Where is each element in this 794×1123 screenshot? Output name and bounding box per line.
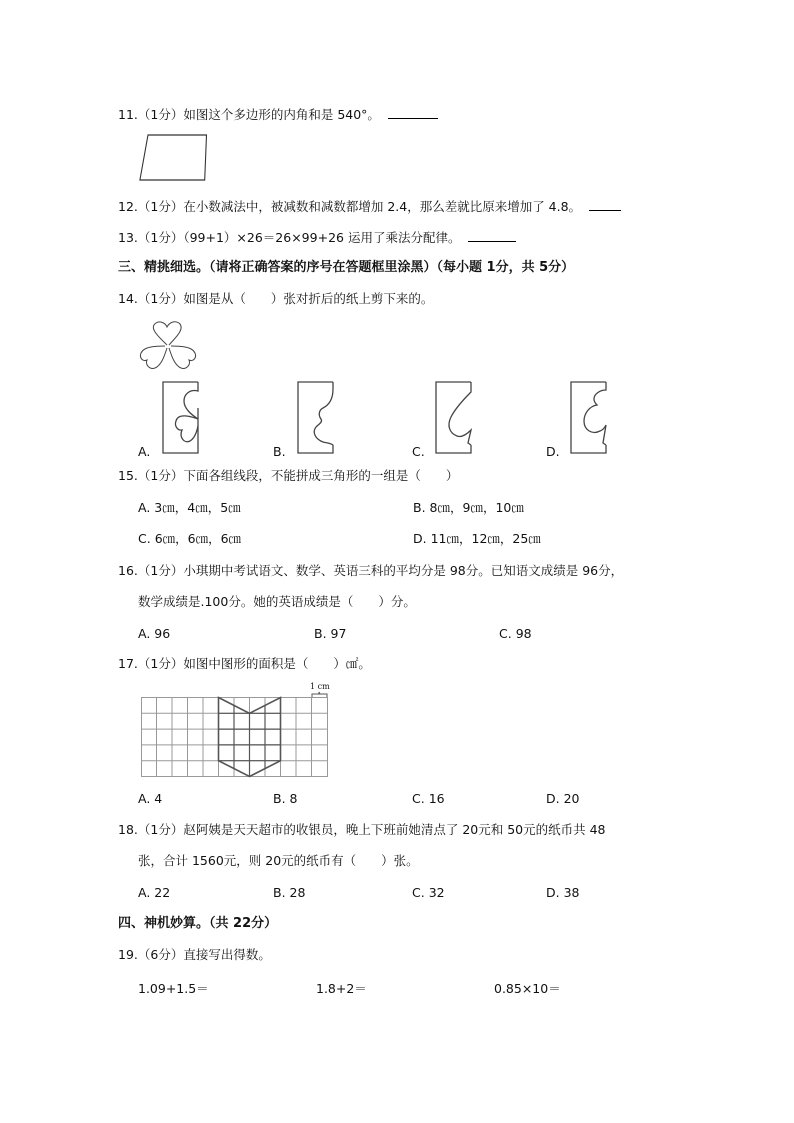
option-c-label[interactable]: C. [412,444,425,459]
option-d[interactable] [413,531,541,547]
option-value: 16 [428,791,445,806]
option-value: 38 [563,885,580,900]
question-number: 12. [118,199,138,214]
option-a[interactable] [138,885,170,901]
question-score: （1分） [137,656,184,671]
question-score: （1分） [137,563,184,578]
question-text: 赵阿姨是天天超市的收银员，晚上下班前她清点了 20元和 50元的纸币共 48 [183,822,606,837]
option-value: 3㎝，4㎝，5㎝ [154,500,241,515]
question-16-line-2: 数学成绩是.100分。她的英语成绩是（ ）分。 [138,594,416,609]
option-value: 32 [428,885,445,900]
option-label: D. [546,885,560,900]
question-text: 小琪期中考试语文、数学、英语三科的平均分是 98分。已知语文成绩是 96分， [183,563,624,578]
option-c[interactable] [412,885,445,901]
option-label: A. [138,500,151,515]
question-number: 13. [118,230,138,245]
question-16 [118,563,623,579]
option-value: 11㎝，12㎝，25㎝ [430,531,541,546]
option-value: 20 [563,791,580,806]
grid-figure [141,690,331,780]
question-score: （1分） [137,291,184,306]
option-value: 28 [289,885,306,900]
option-value: 97 [330,626,347,641]
option-value: 96 [154,626,171,641]
option-value: 8㎝，9㎝，10㎝ [429,500,524,515]
section-4-title: 四、神机妙算。（共 22分） [118,916,278,931]
question-13 [118,229,516,246]
calc-item-3: 0.85×10＝ [494,981,561,996]
option-b[interactable] [273,791,298,807]
question-score: （1分） [137,199,184,214]
option-b[interactable] [273,885,305,901]
question-score: （1分） [137,107,184,122]
option-b[interactable] [413,500,524,516]
option-label: B. [314,626,327,641]
question-score: （1分） [137,822,184,837]
question-text: （99+1）×26＝26×99+26 运用了乘法分配律。 [183,230,461,245]
option-label: D. [546,791,560,806]
option-a-label[interactable]: A. [138,444,151,459]
question-text: 直接写出得数。 [183,947,271,962]
question-12 [118,198,621,215]
option-value: 22 [154,885,171,900]
trapezoid-icon [138,134,208,182]
option-d-label[interactable]: D. [546,444,560,459]
answer-blank[interactable] [388,106,438,119]
option-d[interactable] [546,791,580,807]
question-number: 16. [118,563,138,578]
question-19 [118,947,271,963]
option-value: 6㎝，6㎝，6㎝ [154,531,242,546]
question-text: 如图中图形的面积是（ ）㎠。 [183,656,371,671]
option-c[interactable] [138,531,241,547]
option-value: 98 [515,626,532,641]
option-label: C. [499,626,512,641]
question-text: 如图这个多边形的内角和是 540°。 [183,107,380,122]
option-label: C. [412,791,425,806]
calc-item-2: 1.8+2＝ [316,981,367,996]
question-number: 19. [118,947,138,962]
answer-blank[interactable] [589,198,621,211]
option-label: A. [138,626,151,641]
option-b-label[interactable]: B. [273,444,286,459]
option-label: B. [273,885,286,900]
option-label: A. [138,791,151,806]
folded-paper-b[interactable] [297,381,337,455]
question-11 [118,106,438,123]
question-text: 下面各组线段，不能拼成三角形的一组是（ ） [183,468,459,483]
option-value: 8 [289,791,298,806]
option-value: 4 [154,791,163,806]
question-15 [118,468,458,484]
question-number: 11. [118,107,138,122]
question-score: （1分） [137,230,184,245]
question-number: 15. [118,468,138,483]
option-c[interactable] [499,626,532,642]
option-b[interactable] [314,626,346,642]
folded-paper-a[interactable] [162,381,202,455]
section-3-title: 三、精挑细选。（请将正确答案的序号在答题框里涂黑）（每小题 1分，共 5分） [118,260,575,275]
option-d[interactable] [546,885,580,901]
question-14 [118,291,433,307]
question-score: （1分） [137,468,184,483]
folded-paper-d[interactable] [570,381,610,455]
answer-blank[interactable] [468,229,516,242]
question-number: 14. [118,291,138,306]
question-text: 如图是从（ ）张对折后的纸上剪下来的。 [183,291,434,306]
question-18 [118,822,605,838]
option-a[interactable] [138,626,170,642]
option-a[interactable] [138,500,241,516]
calc-item-1: 1.09+1.5＝ [138,981,209,996]
question-18-line-2: 张，合计 1560元，则 20元的纸币有（ ）张。 [138,853,419,868]
option-a[interactable] [138,791,162,807]
option-label: C. [138,531,151,546]
clover-icon [138,320,200,372]
option-label: D. [413,531,427,546]
question-17 [118,656,371,672]
question-text: 在小数减法中，被减数和减数都增加 2.4，那么差就比原来增加了 4.8。 [183,199,582,214]
question-number: 17. [118,656,138,671]
question-score: （6分） [137,947,184,962]
option-label: A. [138,885,151,900]
option-label: B. [413,500,426,515]
grid-scale-label: 1 cm [310,682,330,691]
question-number: 18. [118,822,138,837]
option-label: B. [273,791,286,806]
folded-paper-c[interactable] [435,381,475,455]
option-c[interactable] [412,791,445,807]
option-label: C. [412,885,425,900]
